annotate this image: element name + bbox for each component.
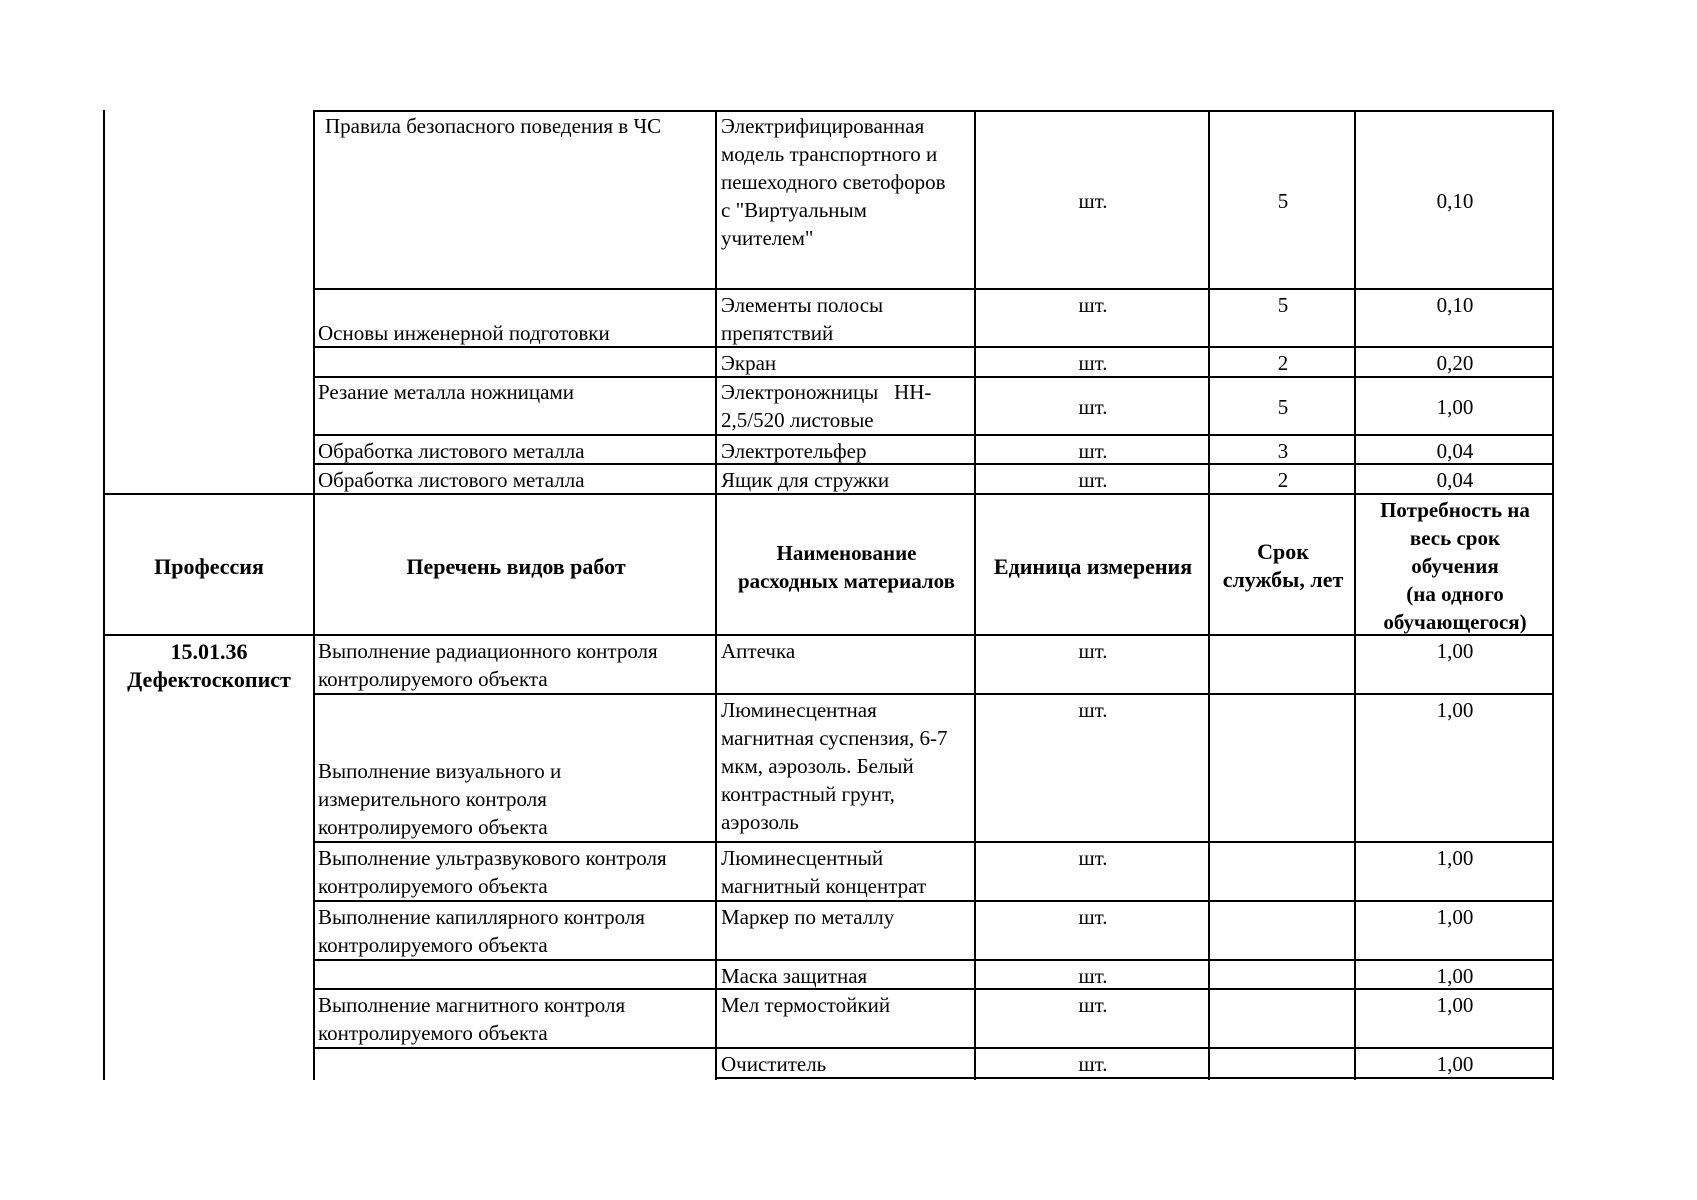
table-row-2-unit: шт. (1078, 293, 1108, 317)
grid-line (313, 959, 1554, 961)
table-row-10-item: Маркер по металлу (721, 905, 895, 929)
grid-line (715, 110, 717, 1080)
table-row-12-need: 1,00 (1436, 993, 1474, 1017)
grid-line (715, 1077, 1554, 1079)
table-row-7-need: 1,00 (1436, 639, 1474, 663)
table-row-4-need: 1,00 (1436, 395, 1474, 419)
table-row-11-unit: шт. (1078, 964, 1108, 988)
grid-line (313, 693, 1554, 695)
header-works: Перечень видов работ (406, 554, 626, 579)
grid-line (313, 1047, 1554, 1049)
table-row-7-item: Аптечка (721, 639, 796, 663)
table-row-6-term: 2 (1277, 468, 1289, 492)
table-row-4-work: Резание металла ножницами (318, 380, 575, 404)
grid-line (103, 634, 1554, 636)
table-row-1-work: Правила безопасного поведения в ЧС (325, 114, 662, 138)
table-row-6-item: Ящик для стружки (721, 468, 890, 492)
table-row-8-need: 1,00 (1436, 698, 1474, 722)
table-row-12-unit: шт. (1078, 993, 1108, 1017)
header-profession: Профессия (154, 554, 264, 579)
table-row-3-unit: шт. (1078, 351, 1108, 375)
table-row-9-need: 1,00 (1436, 846, 1474, 870)
table-row-5-work: Обработка листового металла (318, 439, 585, 463)
table-row-4-unit: шт. (1078, 395, 1108, 419)
table-row-3-term: 2 (1277, 351, 1289, 375)
table-row-6-work: Обработка листового металла (318, 468, 585, 492)
table-row-9-work: Выполнение ультразвукового контроля контролируемого объекта (318, 846, 667, 898)
table-row-10-unit: шт. (1078, 905, 1108, 929)
grid-line (313, 288, 1554, 290)
profession-code: 15.01.36 (170, 639, 248, 664)
table-row-2-work: Основы инженерной подготовки (318, 321, 610, 345)
header-need: Потребность на весь срок обучения (на одного обучающегося) (1380, 498, 1530, 634)
header-term: Срок службы, лет (1222, 539, 1344, 592)
grid-line (313, 110, 315, 1080)
header-materials: Наименование расходных материалов (737, 541, 955, 593)
table-row-9-item: Люминесцентный магнитный концентрат (721, 846, 927, 898)
grid-line (103, 110, 105, 1080)
table-row-11-item: Маска защитная (721, 964, 868, 988)
table-row-4-term: 5 (1277, 395, 1289, 419)
table-row-5-term: 3 (1277, 439, 1289, 463)
table-row-3-item: Экран (721, 351, 777, 375)
table-row-13-need: 1,00 (1436, 1052, 1474, 1076)
table-row-1-term: 5 (1277, 189, 1289, 213)
table-row-6-need: 0,04 (1436, 468, 1474, 492)
table-row-7-work: Выполнение радиационного контроля контролируемого объекта (318, 639, 658, 691)
grid-line (313, 376, 1554, 378)
profession-name: Дефектоскопист (127, 667, 291, 692)
table-row-11-need: 1,00 (1436, 964, 1474, 988)
grid-line (313, 988, 1554, 990)
table-row-9-unit: шт. (1078, 846, 1108, 870)
grid-line (313, 463, 1554, 465)
table-row-2-term: 5 (1277, 293, 1289, 317)
grid-line (1552, 110, 1554, 1080)
grid-line (974, 110, 976, 1080)
table-row-5-unit: шт. (1078, 439, 1108, 463)
table-row-1-need: 0,10 (1436, 189, 1474, 213)
table-row-8-unit: шт. (1078, 698, 1108, 722)
grid-line (313, 110, 1554, 112)
grid-line (313, 900, 1554, 902)
header-unit: Единица измерения (993, 554, 1193, 579)
grid-line (313, 346, 1554, 348)
grid-line (1354, 110, 1356, 1080)
grid-line (1208, 110, 1210, 1080)
grid-line (103, 493, 1554, 495)
table-row-13-unit: шт. (1078, 1052, 1108, 1076)
grid-line (313, 841, 1554, 843)
table-row-13-item: Очиститель (721, 1052, 827, 1076)
table-row-1-item: Электрифицированная модель транспортного и пешеходного светофоров с "Виртуальным учителем" (721, 114, 946, 250)
table-row-7-unit: шт. (1078, 639, 1108, 663)
table-row-5-item: Электротельфер (721, 439, 867, 463)
table-row-10-need: 1,00 (1436, 905, 1474, 929)
table-row-3-need: 0,20 (1436, 351, 1474, 375)
table-row-10-work: Выполнение капиллярного контроля контролируемого объекта (318, 905, 645, 957)
table-row-12-work: Выполнение магнитного контроля контролируемого объекта (318, 993, 626, 1045)
table-row-4-item: Электроножницы НН- 2,5/520 листовые (721, 380, 932, 432)
table-row-1-unit: шт. (1078, 189, 1108, 213)
table-row-8-item: Люминесцентная магнитная суспензия, 6-7 мкм, аэрозоль. Белый контрастный грунт, аэрозоль (721, 698, 948, 834)
table-row-12-item: Мел термостойкий (721, 993, 891, 1017)
table-row-5-need: 0,04 (1436, 439, 1474, 463)
table-row-8-work: Выполнение визуального и измерительного контроля контролируемого объекта (318, 759, 562, 839)
table-row-2-need: 0,10 (1436, 293, 1474, 317)
table-row-2-item: Элементы полосы препятствий (721, 293, 884, 345)
grid-line (313, 434, 1554, 436)
table-row-6-unit: шт. (1078, 468, 1108, 492)
